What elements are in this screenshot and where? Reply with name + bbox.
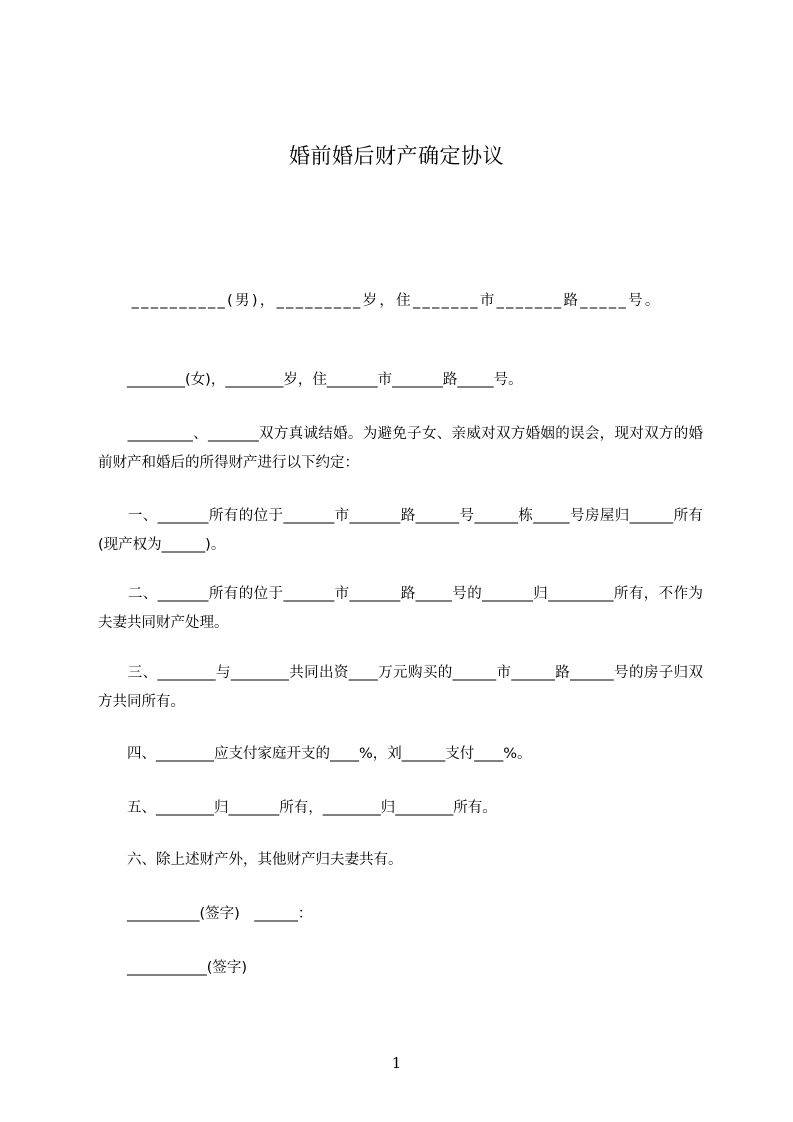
document-title: 婚前婚后财产确定协议 — [289, 144, 504, 168]
party-line-female: ________(女)，________岁，住_______市_______路_____号。 — [98, 372, 523, 388]
signature-line-2: ___________(签字) — [98, 960, 248, 976]
page-number: 1 — [391, 1054, 402, 1072]
signature-line-1: __________(签字) ______： — [98, 906, 313, 922]
clause-1: 一、_______所有的位于_______市_______路______号______栋_____号房屋归______所有(现产权为______)。 — [98, 508, 703, 553]
clause-3: 三、________与________共同出资____万元购买的______市______路______号的房子归双方共同所有。 — [98, 665, 703, 710]
clause-2: 二、_______所有的位于_______市_______路_____号的_______归_________所有，不作为夫妻共同财产处理。 — [98, 586, 703, 631]
party-line-male: __________(男)，_________岁，住_______市_______路_____号。 — [98, 293, 662, 309]
clause-6: 六、除上述财产外，其他财产归夫妻共有。 — [98, 852, 403, 868]
clause-5: 五、________归_______所有，________归________所有。 — [98, 800, 497, 816]
clause-4: 四、________应支付家庭开支的____%，刘______支付____%。 — [98, 746, 532, 762]
intro-paragraph: _________、_______双方真诚结婚。为避免子女、亲威对双方婚姻的误会，现对双方的婚前财产和婚后的所得财产进行以下约定： — [98, 426, 703, 471]
